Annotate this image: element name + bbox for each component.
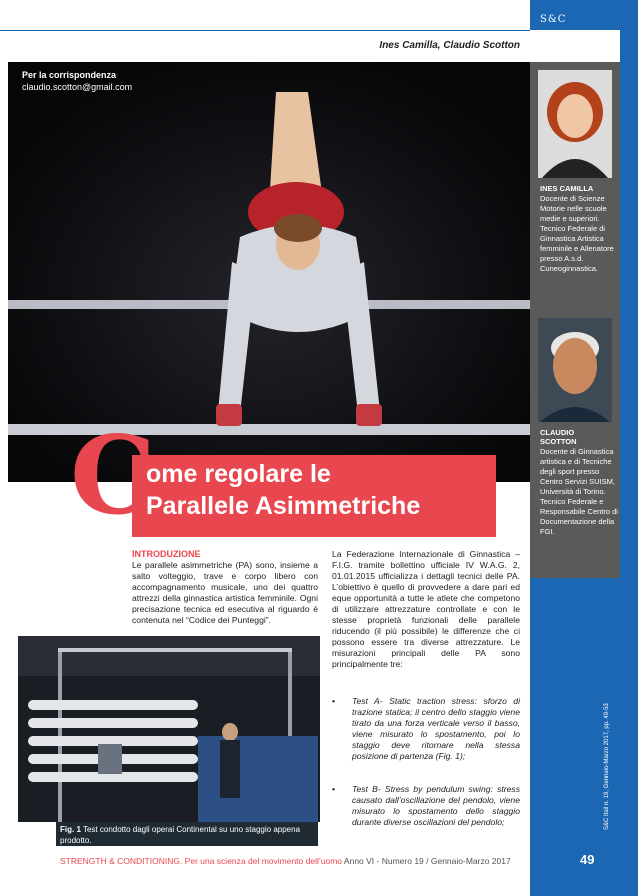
journal-reference [602,703,614,832]
bullet-test-a [332,696,520,776]
figure-1-photo [18,636,320,822]
author1-name: INES CAMILLA [540,184,594,193]
intro-paragraph: Le parallele asimmetriche (PA) sono, insieme a salto volteggio, trave e corpo libero con accompagnamento musicale, uno dei quattro attrezzi della ginnastica artistica femminile. Ogni precisazione tecnica ed esecutiva al riguardo è contenuta nel “Codice dei Punteggi”. [132,560,318,625]
header-rule [0,30,530,31]
author2-portrait [538,318,612,422]
bullet-test-b-text: Test B- Stress by pendulum swing: stress causato dall’oscillazione del pendolo, viene misurato lo spostamento dello staggio durante diverse oscillazioni del pendolo; [352,784,520,827]
intro-heading: INTRODUZIONE [132,549,201,559]
bullet-test-a-text: Test A- Static traction stress: sforzo di trazione statica; il centro dello staggio viene tirato da una forza verticale verso il basso, viene misurato lo spostamento, poi lo staggio deve ritornare nella stessa posizione di partenza (Fig. 1); [352,696,520,761]
figure-1-label: Fig. 1 [60,825,81,834]
bullet-test-b [332,784,520,844]
author1-portrait-image [538,70,612,178]
footer-issue: Anno VI - Numero 19 / Gennaio-Marzo 2017 [343,856,511,866]
right-column-paragraph: La Federazione Internazionale di Ginnastica – F.I.G. tramite bollettino ufficiale IV W.A.G. 2, 01.01.2015 ufficializza i dettagli tecnici delle PA. L’obiettivo è quello di provvedere a dare pari ed eque opportunità a tutte le atlete che competono di utilizzare attrezzature controllate e con le stesse proprietà funzionali delle parallele riducendo (il più possibile) le differenze che ci possono essere tra diverse attrezzature. Le misurazioni principali delle PA sono principalmente tre: [332,549,520,669]
bullet-dot: • [332,696,336,706]
author2-portrait-image [538,318,612,422]
journal-reference-text: S&C Itail n. 19, Gennaio-Marzo 2017, pp. 49-53 [604,703,610,830]
title-line2: Parallele Asimmetriche [146,492,421,520]
title-initial: C [70,413,156,539]
title-line1: ome regolare le [146,460,331,488]
section-tag: S&C [540,14,567,25]
footer-journal: STRENGTH & CONDITIONING. Per una scienza del movimento dell’uomo [60,856,343,866]
author1-bio: Docente di Scienze Motorie nelle scuole medie e superiori. Tecnico Federale di Ginnastica Artistica femminile e Allenatore presso A.s.d. Cuneoginnastica. [540,194,614,273]
page-number: 49 [580,852,595,867]
author1-portrait [538,70,612,178]
figure-1-caption [56,822,318,846]
right-blue-column [620,0,638,896]
page-footer [60,856,511,866]
figure-1-caption-text: Test condotto dagli operai Continental su uno staggio appena prodotto. [60,825,301,845]
author2-bio: Docente di Ginnastica artistica e di Tecniche degli sport presso Centro Servizi SUISM, Università di Torino. Tecnico Federale e Responsabile Centro di Documentazione della FGI. [540,447,618,536]
author2-name-line2: SCOTTON [540,437,577,446]
bullet-dot: • [332,784,336,794]
author2-name-line1: CLAUDIO [540,428,575,437]
correspondence-title: Per la corrispondenza [22,70,117,80]
correspondence-email[interactable]: claudio.scotton@gmail.com [22,82,133,92]
article-authors: Ines Camilla, Claudio Scotton [379,40,520,51]
figure-1-illustration [18,636,320,822]
